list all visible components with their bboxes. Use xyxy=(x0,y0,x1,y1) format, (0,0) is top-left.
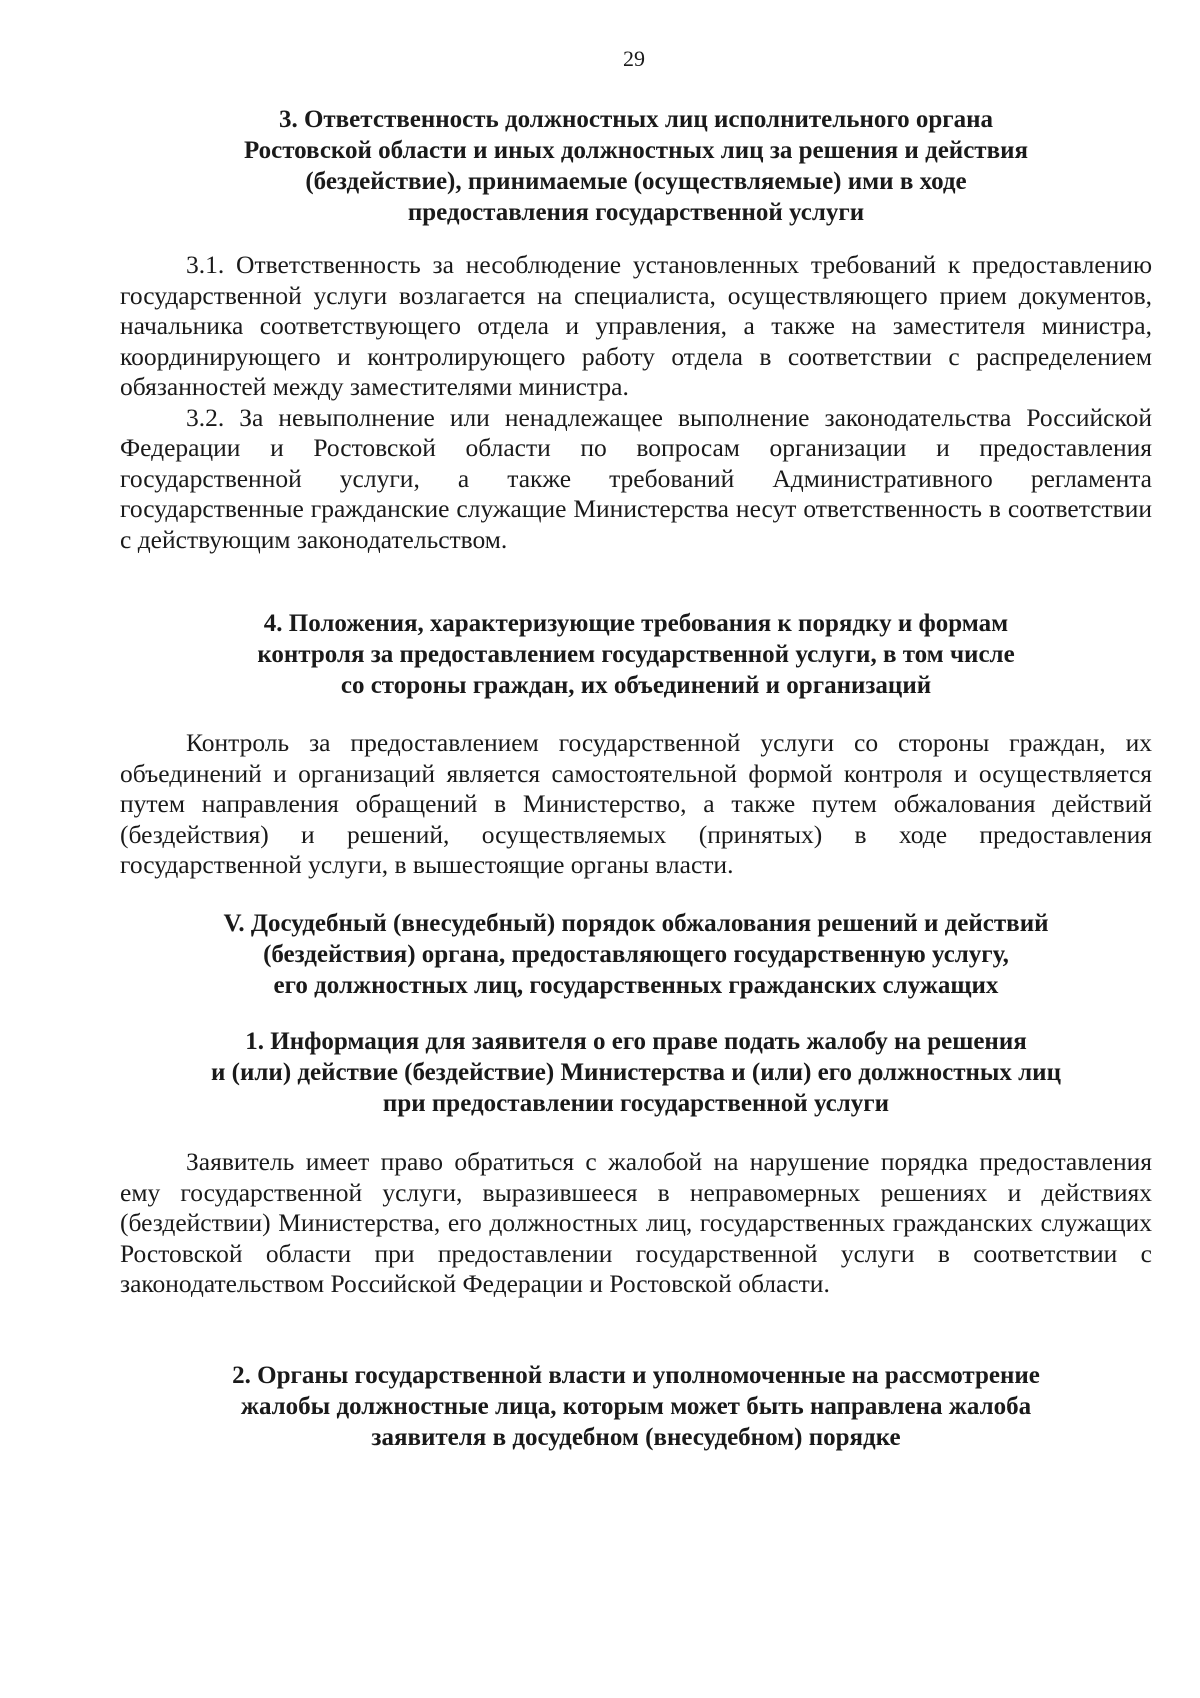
paragraph-applicant-right: Заявитель имеет право обратиться с жалобой на нарушение порядка предоставления ему государственной услуги, выразившееся в неправомерных решениях и действиях (бездействии) Министерства, его должностных лиц, государственных гражданских служащих Ростовской области при предоставлении государственной услуги в соответствии с законодательством Российской Федерации и Ростовской области. xyxy=(120,1147,1152,1298)
section-3-body xyxy=(120,250,1152,555)
heading-line: (бездействие), принимаемые (осуществляемые) ими в ходе xyxy=(305,168,967,195)
heading-line: 4. Положения, характеризующие требования к порядку и формам xyxy=(263,610,1009,637)
section-heading-v-2-authorities xyxy=(120,1360,1152,1453)
heading-line: его должностных лиц, государственных гражданских служащих xyxy=(273,972,999,999)
heading-line: 2. Органы государственной власти и уполномоченные на рассмотрение xyxy=(232,1362,1040,1389)
section-heading-v-1-information xyxy=(120,1026,1152,1119)
heading-line: при предоставлении государственной услуги xyxy=(382,1090,890,1117)
heading-line: и (или) действие (бездействие) Министерства и (или) его должностных лиц xyxy=(211,1059,1061,1086)
heading-line: Ростовской области и иных должностных лиц за решения и действия xyxy=(243,137,1029,164)
chapter-heading-v-appeal xyxy=(120,908,1152,1001)
heading-line: со стороны граждан, их объединений и организаций xyxy=(340,672,932,699)
paragraph-control: Контроль за предоставлением государственной услуги со стороны граждан, их объединений и организаций является самостоятельной формой контроля и осуществляется путем направления обращений в Министерство, а также путем обжалования действий (бездействия) и решений, осуществляемых (принятых) в ходе предоставления государственной услуги, в вышестоящие органы власти. xyxy=(120,728,1152,879)
paragraph-3-1: 3.1. Ответственность за несоблюдение установленных требований к предоставлению государственной услуги возлагается на специалиста, осуществляющего прием документов, начальника соответствующего отдела и управления, а также на заместителя министра, координирующего и контролирующего работу отдела в соответствии с распределением обязанностей между заместителями министра. xyxy=(120,250,1152,401)
section-heading-4-control xyxy=(120,608,1152,701)
heading-line: контроля за предоставлением государственной услуги, в том числе xyxy=(257,641,1015,668)
heading-line: жалобы должностные лица, которым может быть направлена жалоба xyxy=(240,1393,1032,1420)
section-v-1-body xyxy=(120,1147,1152,1300)
heading-line: предоставления государственной услуги xyxy=(407,199,865,226)
heading-line: V. Досудебный (внесудебный) порядок обжалования решений и действий xyxy=(223,910,1049,937)
page-number: 29 xyxy=(623,46,645,71)
section-4-body xyxy=(120,728,1152,881)
heading-line: (бездействия) органа, предоставляющего государственную услугу, xyxy=(263,941,1009,968)
paragraph-3-2: 3.2. За невыполнение или ненадлежащее выполнение законодательства Российской Федерации и Ростовской области по вопросам организации и предоставления государственной услуги, а также требований Административного регламента государственные гражданские служащие Министерства несут ответственность в соответствии с действующим законодательством. xyxy=(120,402,1152,554)
heading-line: заявителя в досудебном (внесудебном) порядке xyxy=(371,1424,901,1451)
heading-line: 3. Ответственность должностных лиц исполнительного органа xyxy=(278,106,994,133)
heading-line: 1. Информация для заявителя о его праве подать жалобу на решения xyxy=(245,1028,1027,1055)
section-heading-3-responsibility xyxy=(120,104,1152,228)
